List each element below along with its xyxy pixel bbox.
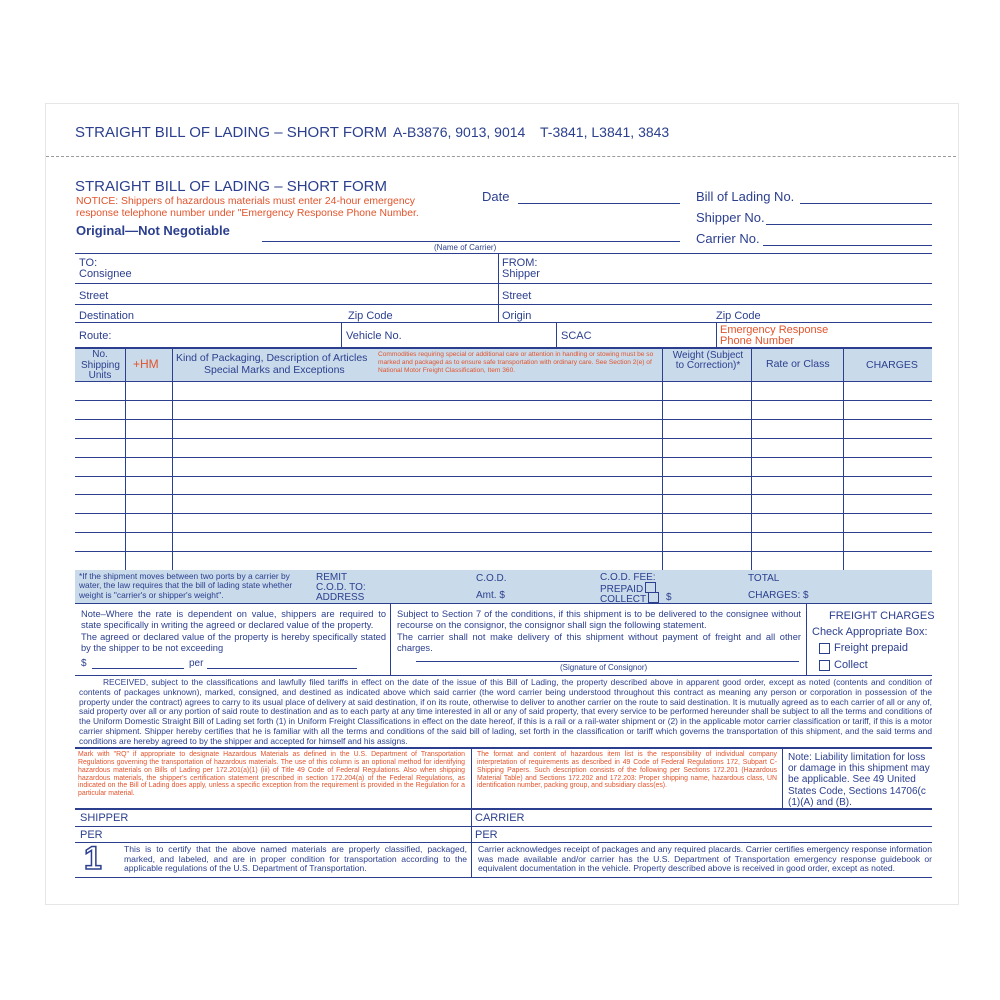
terms-top-line: [75, 603, 932, 604]
carrier-name-line[interactable]: [262, 241, 680, 242]
route-label: Route:: [79, 330, 112, 342]
hazmat-divider-2: [782, 748, 783, 808]
table-row[interactable]: [75, 400, 932, 419]
hazmat-top-line: [75, 747, 932, 749]
emergency-label-2: Phone Number: [720, 335, 794, 347]
prepaid-label: PREPAID: [600, 582, 656, 596]
form-bottom-line: [75, 877, 932, 878]
liability-note: Note: Liability limitation for loss or damage in this shipment may be applicable. See 49 United States Code, Sections 14706(c (1)(A) and (B).: [788, 752, 930, 808]
col-desc-header-1: Kind of Packaging, Description of Articles: [176, 352, 368, 364]
table-column-divider: [843, 348, 844, 570]
per-sign-line[interactable]: [75, 842, 932, 843]
shipper-no-label: Shipper No.: [696, 210, 765, 225]
terms-divider-2: [806, 603, 807, 675]
shipper-per-label: PER: [80, 829, 103, 841]
consignee-label: Consignee: [79, 268, 132, 280]
consignor-signature-caption: (Signature of Consignor): [560, 663, 648, 672]
remit-label: REMIT: [316, 572, 348, 583]
cod-fee-dollar: $: [666, 592, 672, 603]
route-divider: [341, 322, 342, 348]
table-column-divider: [662, 348, 663, 570]
collect-checkbox[interactable]: [648, 592, 659, 603]
shipper-signature-label: SHIPPER: [80, 812, 129, 824]
value-dollar: $: [81, 658, 87, 669]
to-label: TO:: [79, 257, 98, 269]
consignee-zip-label: Zip Code: [348, 310, 393, 322]
cod-label: C.O.D.: [476, 573, 507, 584]
consignor-signature-line[interactable]: [416, 661, 799, 662]
col-desc-note: Commodities requiring special or additional care or attention in handling or stowing must be so marked and packaged as to ensure safe transportation with ordinary care. See Section 2(e) of National Motor Freight Classification, Item 360.: [378, 351, 654, 374]
destination-line: [75, 322, 932, 323]
consignee-line: [75, 283, 932, 284]
form-title: STRAIGHT BILL OF LADING – SHORT FORM: [75, 178, 388, 195]
cod-to-label: C.O.D. TO:: [316, 582, 366, 593]
emergency-label-1: Emergency Response: [720, 324, 829, 336]
value-amount-line[interactable]: [92, 668, 184, 669]
hazmat-left-note: Mark with "RQ" if appropriate to designate Hazardous Materials as defined in the U.S. Department of Transportation Regulations governing the transportation of hazardous materials. The use of this column is an optional method for identifying hazardous materials on Bills of Lading per 172.201(a)(1) (iii) of Title 49 Code of Federal Regulations. Also when shipping hazardous materials, the shipper's certification statement prescribed in section 172.204(a) of the Federal Regulations, as indicated on the Bill of Lading does apply, unless a specific exception from the requirement is provided in the Regulation for a particular material.: [78, 751, 465, 798]
scac-label: SCAC: [561, 330, 592, 342]
address-label: ADDRESS: [316, 592, 365, 603]
collect-label: COLLECT: [600, 592, 659, 606]
carrier-no-line[interactable]: [763, 245, 932, 246]
hazmat-divider-1: [471, 748, 472, 808]
carrier-no-label: Carrier No.: [696, 231, 760, 246]
destination-label: Destination: [79, 310, 135, 322]
date-line[interactable]: [518, 203, 680, 204]
cod-fee-label: C.O.D. FEE:: [600, 572, 656, 583]
table-row[interactable]: [75, 438, 932, 457]
terms-divider-1: [390, 603, 391, 675]
received-terms: RECEIVED, subject to the classifications and lawfully filed tariffs in effect on the date of the issue of this Bill of Lading, the property described above in apparent good order, except as noted (contents and condition of contents of packages unknown), marked, consigned, and destined as indicated above which said carrier (the word carrier being understood throughout this contract as meaning any person or corporation in possession of the property under the contract) agrees to carry to its usual place of delivery at said destination, if on its route, otherwise to deliver to another carrier on the route to said destination. It is mutually agreed as to each carrier of all or any of, said property over all or any portion of said route to destination and as to each party at any time interested in all or any of said property, that every service to be performed hereunder shall be subject to all the terms and conditions of the Uniform Domestic Straight Bill of Lading set forth (1) in Uniform Freight Classifications in effect on the date hereof, if this is a rail or a rail-water shipment or (2) in the applicable motor carrier classification or tariff, if this is a motor carrier shipment. Shipper hereby certifies that he is familiar with all the terms and conditions of the said bill of lading, set forth in the classification or tariff which governs the transportation of this shipment, and the said terms and conditions are hereby agreed to by the shipper and accepted for himself and his assigns.: [79, 677, 932, 746]
carrier-name-caption: (Name of Carrier): [434, 243, 497, 252]
value-per-line[interactable]: [207, 668, 357, 669]
street-line: [75, 304, 932, 305]
col-units-header: No. Shipping Units: [81, 349, 120, 381]
freight-prepaid-label: Freight prepaid: [834, 642, 908, 654]
col-hm-header: +HM: [133, 357, 159, 371]
port-weight-note: *If the shipment moves between two ports by a carrier by water, the law requires that the bill of lading state whether weight is "carrier's or shipper's weight".: [79, 571, 293, 600]
value-note: Note–Where the rate is dependent on value, shippers are required to state specifically in writing the agreed or declared value of the property.: [81, 609, 386, 630]
agreed-value-text: The agreed or declared value of the property is hereby specifically stated by the shipper to be not exceeding: [81, 632, 386, 653]
col-desc-header-2: Special Marks and Exceptions: [204, 364, 345, 376]
table-row[interactable]: [75, 532, 932, 551]
col-weight-header: Weight (Subject to Correction)*: [672, 350, 744, 371]
carrier-acknowledgement: Carrier acknowledges receipt of packages and any required placards. Carrier certifies emergency response information was made available and/or carrier has the U.S. Department of Transportation emergency response guidebook or equivalent documentation in the vehicle. Property described above is received in good order, except as noted.: [478, 844, 932, 874]
shipper-certification: This is to certify that the above named materials are properly classified, packaged, marked, and labeled, and are in proper condition for transportation according to the applicable regulations of the U.S. Department of Transportation.: [124, 844, 467, 874]
table-row[interactable]: [75, 513, 932, 532]
total-label: TOTAL: [748, 573, 780, 584]
table-row[interactable]: [75, 476, 932, 495]
table-column-divider: [125, 348, 126, 570]
date-label: Date: [482, 189, 510, 204]
carrier-shall-text: The carrier shall not make delivery of this shipment without payment of freight and all other charges.: [397, 632, 801, 653]
from-label: FROM:: [502, 257, 538, 269]
shipper-street-label: Street: [502, 290, 532, 302]
shipper-carrier-sign-line[interactable]: [75, 826, 932, 827]
section7-text: Subject to Section 7 of the conditions, if this shipment is to be delivered to the consignee without recourse on the consignor, the consignor shall sign the following statement.: [397, 609, 801, 630]
cod-amt-label: Amt. $: [476, 590, 505, 601]
table-row[interactable]: [75, 457, 932, 476]
col-rate-header: Rate or Class: [766, 358, 830, 370]
received-top-line: [75, 675, 932, 676]
original-not-negotiable: Original—Not Negotiable: [76, 223, 230, 238]
freight-charges-title: FREIGHT CHARGES: [829, 610, 935, 622]
shipper-no-line[interactable]: [766, 224, 932, 225]
vehicle-divider: [556, 322, 557, 348]
hazmat-notice: NOTICE: Shippers of hazardous materials must enter 24-hour emergency response telephone number under "Emergency Response Phone Number.: [76, 196, 419, 220]
shipper-zip-label: Zip Code: [716, 310, 761, 322]
col-charges-header: CHARGES: [866, 359, 918, 371]
signature-top-line: [75, 808, 932, 810]
signature-divider: [471, 809, 472, 877]
total-charges-label: CHARGES: $: [748, 590, 809, 601]
freight-collect-checkbox[interactable]: [819, 660, 830, 671]
check-box-label: Check Appropriate Box:: [812, 626, 928, 638]
origin-label: Origin: [502, 310, 532, 322]
perforation-line: [46, 156, 956, 157]
stub-title: STRAIGHT BILL OF LADING – SHORT FORM: [75, 124, 388, 141]
table-column-divider: [751, 348, 752, 570]
stub-codes-a: A-B3876, 9013, 9014: [393, 124, 526, 140]
carrier-signature-label: CARRIER: [475, 812, 525, 824]
bol-no-label: Bill of Lading No.: [696, 189, 795, 204]
hazmat-middle-note: The format and content of hazardous item list is the responsibility of individual company interpretation of requirements as described in 49 Code of Federal Regulations 172, Subpart C-Shipping Papers. Such description consists of the following per Sections 172.201 (Hazardous Material Table) and Sections 172.202 and 172.203: Proper shipping name, hazardous class, UN identification number, packing group, and subsidiary class(es).: [477, 751, 777, 790]
address-divider: [498, 253, 499, 322]
table-column-divider: [172, 348, 173, 570]
stub-codes-t: T-3841, L3841, 3843: [540, 124, 670, 140]
table-row[interactable]: [75, 551, 932, 570]
table-top-line: [75, 347, 932, 349]
consignee-street-label: Street: [79, 290, 109, 302]
table-row[interactable]: [75, 381, 932, 400]
shipper-label: Shipper: [502, 268, 540, 280]
table-row[interactable]: [75, 494, 932, 513]
copy-number: 1: [84, 840, 102, 876]
address-top-line: [75, 253, 932, 254]
freight-prepaid-checkbox[interactable]: [819, 643, 830, 654]
carrier-per-label: PER: [475, 829, 498, 841]
scac-divider: [716, 322, 717, 348]
table-row[interactable]: [75, 419, 932, 438]
freight-collect-label: Collect: [834, 659, 868, 671]
vehicle-no-label: Vehicle No.: [346, 330, 402, 342]
value-per: per: [189, 658, 204, 669]
bol-no-line[interactable]: [800, 203, 932, 204]
